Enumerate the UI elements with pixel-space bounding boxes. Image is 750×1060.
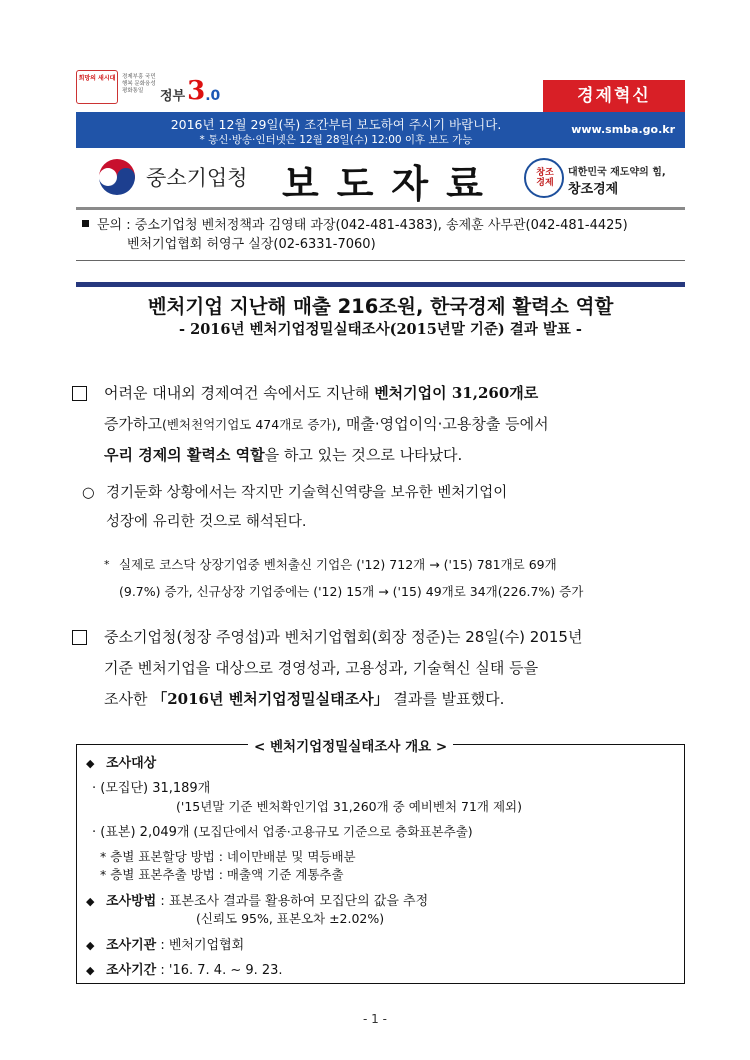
header-divider xyxy=(76,207,685,210)
diamond-bullet-icon: ◆ xyxy=(86,939,95,952)
circle-bullet-icon: ○ xyxy=(82,485,95,501)
method-row xyxy=(86,890,428,909)
target-label: 조사대상 xyxy=(106,756,157,771)
population-value: 31,189개 xyxy=(152,781,211,796)
contact-line-2: 벤처기업협회 허영구 실장(02-6331-7060) xyxy=(127,237,376,252)
bullet1-line-2: 성장에 유리한 것으로 해석된다. xyxy=(106,514,307,530)
population-row xyxy=(92,777,210,796)
para1-text: 을 하고 있는 것으로 나타났다. xyxy=(264,446,463,464)
slogan-line-1: 대한민국 재도약의 힘, xyxy=(568,167,666,178)
summary-target-row xyxy=(86,752,156,771)
paragraph-1 xyxy=(72,378,692,471)
para1-text: , 매출·영업이익·고용창출 등에서 xyxy=(336,415,549,433)
economy-innovation-ribbon: 경제혁신 xyxy=(543,80,685,112)
government-3-0-logo xyxy=(160,78,220,104)
period-row xyxy=(86,959,283,978)
contact-line-1: 문의 : 중소기업청 벤처정책과 김영태 과장(042-481-4383), 송제훈 사무관(042-481-4425) xyxy=(97,218,628,233)
footnote-line-2: (9.7%) 증가, 신규상장 기업중에는 ('12) 15개 → ('15) 49개로 34개(226.7%) 증가 xyxy=(119,584,584,599)
period-label: 조사기간 xyxy=(106,963,157,978)
website-url: www.smba.go.kr xyxy=(571,123,675,136)
creative-economy-emblem-icon xyxy=(524,158,564,198)
method-label: 조사방법 xyxy=(106,894,157,909)
contact-info xyxy=(82,216,628,254)
bullet-point-1 xyxy=(82,479,692,537)
checkbox-square-icon xyxy=(72,386,87,401)
sample-row xyxy=(92,821,473,840)
organization-row xyxy=(86,934,244,953)
diamond-bullet-icon: ◆ xyxy=(86,895,95,908)
embargo-banner xyxy=(76,112,685,148)
paragraph-2 xyxy=(72,622,692,715)
government-badge-logo xyxy=(76,70,118,104)
survey-name: 「2016년 벤처기업정밀실태조사」 xyxy=(152,690,389,708)
stratification-note-2: * 층별 표본추출 방법 : 매출액 기준 계통추출 xyxy=(100,867,344,882)
period-value: : '16. 7. 4. ~ 9. 23. xyxy=(156,963,283,978)
population-detail: ('15년말 기준 벤처확인기업 31,260개 중 예비벤처 71개 제외) xyxy=(176,799,522,814)
summary-title: < 벤처기업정밀실태조사 개요 > xyxy=(248,735,453,755)
diamond-bullet-icon: ◆ xyxy=(86,757,95,770)
asterisk-marker: * xyxy=(104,558,110,571)
stratification-note-1: * 층별 표본할당 방법 : 네이만배분 및 멱등배분 xyxy=(100,849,356,864)
para2-text: 결과를 발표했다. xyxy=(388,690,505,708)
diamond-bullet-icon: ◆ xyxy=(86,964,95,977)
gov-version-number: 3 xyxy=(187,76,206,106)
taegeuk-emblem-icon xyxy=(96,156,138,198)
page-number: - 1 - xyxy=(363,1012,387,1026)
headline: 벤처기업 지난해 매출 216조원, 한국경제 활력소 역할 xyxy=(147,295,614,318)
subheadline: - 2016년 벤처기업정밀실태조사(2015년말 기준) 결과 발표 - xyxy=(179,321,582,338)
sample-detail: (모집단에서 업종·고용규모 기준으로 층화표본추출) xyxy=(189,824,473,839)
population-label: · (모집단) xyxy=(92,781,153,796)
slogan-line-2: 창조경제 xyxy=(568,182,619,197)
embargo-sub-notice: * 통신·방송·인터넷은 12월 28일(수) 12:00 이후 보도 가능 xyxy=(199,134,473,146)
contact-divider xyxy=(76,260,685,261)
footnote-1 xyxy=(104,551,694,605)
para1-text: 증가하고 xyxy=(104,415,162,433)
para1-parenthetical: (벤처천억기업도 474개로 증가) xyxy=(161,417,337,432)
embargo-notice: 2016년 12월 29일(목) 조간부터 보도하여 주시기 바랍니다. xyxy=(170,117,502,132)
para2-line-1: 중소기업청(청장 주영섭)과 벤처기업협회(회장 정준)는 28일(수) 2015년 xyxy=(104,628,583,646)
agency-name: 중소기업청 xyxy=(146,166,248,190)
organization-label: 조사기관 xyxy=(106,938,157,953)
sample-value: 2,049개 xyxy=(139,825,190,840)
para1-text: 어려운 대내외 경제여건 속에서도 지난해 xyxy=(104,384,375,402)
footnote-line-1: 실제로 코스닥 상장기업중 벤처출신 기업은 ('12) 712개 → ('15) 781개로 69개 xyxy=(119,557,557,572)
headline-rule xyxy=(76,282,685,287)
slogan-badge-text: 창조경제 xyxy=(536,168,554,188)
method-detail: (신뢰도 95%, 표본오차 ±2.02%) xyxy=(196,911,385,926)
gov-label: 정부 xyxy=(160,89,186,104)
method-value: : 표본조사 결과를 활용하여 모집단의 값을 추정 xyxy=(156,894,429,909)
organization-value: : 벤처기업협회 xyxy=(156,938,245,953)
badge-side-text: 경제부흥 국민행복 문화융성 평화통일 xyxy=(122,74,156,94)
sample-label: · (표본) xyxy=(92,825,140,840)
para1-emphasis: 벤처기업이 31,260개로 xyxy=(374,384,539,402)
para2-line-2: 기준 벤처기업을 대상으로 경영성과, 고용성과, 기술혁신 실태 등을 xyxy=(104,659,539,677)
para1-emphasis: 우리 경제의 활력소 역할 xyxy=(104,446,265,464)
badge-text: 희망의 새시대 xyxy=(78,75,116,82)
gov-version-dot: .0 xyxy=(205,88,221,104)
para2-text: 조사한 xyxy=(104,690,153,708)
press-release-title: 보도자료 xyxy=(282,162,501,206)
bullet1-line-1: 경기둔화 상황에서는 작지만 기술혁신역량을 보유한 벤처기업이 xyxy=(106,485,508,501)
checkbox-square-icon xyxy=(72,630,87,645)
square-bullet-icon xyxy=(82,220,89,227)
